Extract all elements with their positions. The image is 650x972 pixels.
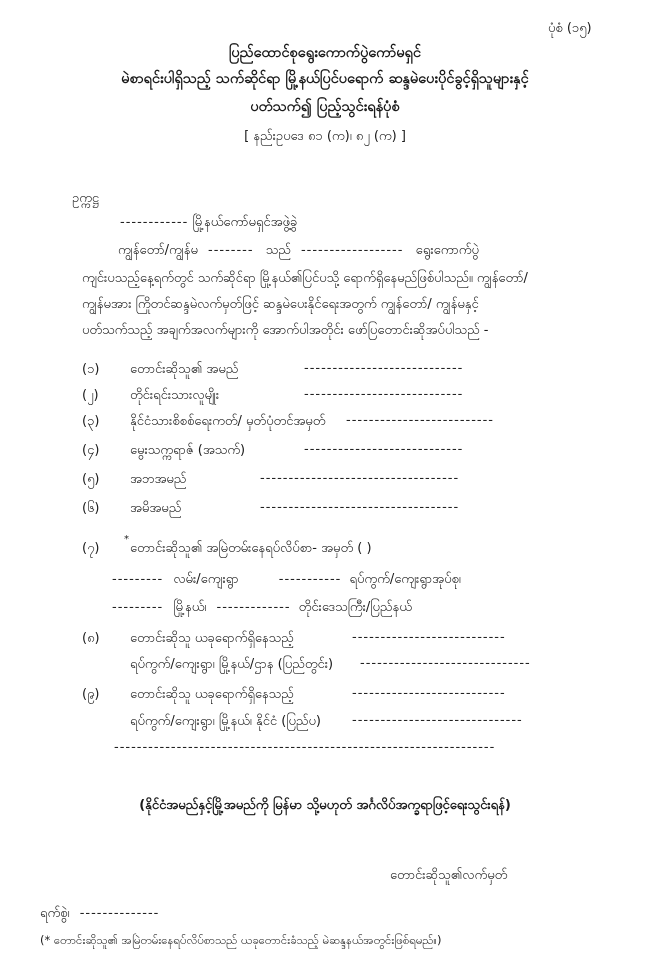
item-label: အမိအမည် <box>130 501 182 516</box>
item-number: (၁) <box>82 362 100 377</box>
township-blank[interactable]: --------- <box>112 600 164 615</box>
current-location-label: တောင်းဆိုသူ ယခုရောက်ရှိနေသည့် <box>130 687 294 702</box>
form-title-line-1: ပြည်ထောင်စုရွေးကောက်ပွဲကော်မရှင် <box>228 45 422 61</box>
address-label: တောင်းဆိုသူ၏ အမြဲတမ်းနေရပ်လိပ်စာ- အမှတ် ( ) <box>130 541 372 556</box>
region-blank[interactable]: ------------- <box>216 600 291 615</box>
ward-blank[interactable]: ----------- <box>278 572 342 587</box>
signature-label: တောင်းဆိုသူ၏လက်မှတ် <box>390 868 508 883</box>
salutation: ဥက္ကဋ္ဌ <box>72 191 99 206</box>
overseas-location-blank[interactable]: ------------------------------ <box>352 713 523 728</box>
paragraph-line-2: ကျွန်မအား ကြိုတင်ဆန္ဒမဲလက်မှတ်ဖြင့် ဆန္ဒမဲပေးနိုင်ရေးအတွက် ကျွန်တော်/ ကျွန်မနှင့် <box>82 297 479 312</box>
item-label: နိုင်ငံသားစိစစ်ရေးကတ်/ မှတ်ပုံတင်အမှတ် <box>130 414 326 429</box>
item-label: အဘအမည် <box>130 472 187 487</box>
item-number: (၆) <box>82 501 100 516</box>
overseas-location-extra-blank[interactable]: ------------------------------------------------------------------- <box>114 740 496 755</box>
address-row-2 <box>112 599 412 618</box>
intro-pronoun: ကျွန်တော်/ကျွန်မ <box>118 243 198 258</box>
intro-election: ရွေးကောက်ပွဲ <box>415 243 479 258</box>
region-label: တိုင်းဒေသကြီး/ပြည်နယ် <box>298 600 412 615</box>
domestic-location-blank[interactable]: ------------------------------ <box>360 656 531 671</box>
item-number: (၇) <box>82 541 100 556</box>
domestic-location-label: ရပ်ကွက်/ကျေးရွာ၊ မြို့နယ်/ဌာန (ပြည်တွင်း) <box>130 657 334 672</box>
item-blank[interactable]: -------------------------- <box>346 413 494 428</box>
item-number: (၈) <box>82 631 100 646</box>
rule-reference: [ နည်းဥပဒေ ၈၁ (က)၊ ၈၂ (က) ] <box>244 129 406 144</box>
item-number: (၅) <box>82 472 100 487</box>
item-number: (၂) <box>82 388 99 403</box>
item-blank[interactable]: ---------------------------- <box>304 442 464 457</box>
item-number: (၉) <box>82 687 100 702</box>
paragraph-line-3: ပတ်သက်သည့် အချက်အလက်များကို အောက်ပါအတိုင်း ဖော်ပြတောင်းဆိုအပ်ပါသည် - <box>82 323 489 338</box>
intro-line <box>118 242 588 261</box>
street-blank[interactable]: --------- <box>112 572 164 587</box>
item-blank[interactable]: ---------------------------- <box>304 361 464 376</box>
footnote: (* တောင်းဆိုသူ၏ အမြဲတမ်းနေရပ်လိပ်စာသည် ယခုတောင်းခံသည့် မဲဆန္ဒနယ်အတွင်းဖြစ်ရမည်။) <box>40 933 442 947</box>
item-number: (၄) <box>82 443 100 458</box>
date-line <box>40 905 159 924</box>
name-blank[interactable]: -------- <box>208 243 254 258</box>
office-blank[interactable]: ------------ <box>120 215 189 230</box>
item-blank[interactable]: ----------------------------------- <box>260 471 460 486</box>
address-row-1 <box>112 571 461 590</box>
item-number: (၃) <box>82 414 100 429</box>
street-label: လမ်း/ကျေးရွာ <box>173 572 239 587</box>
item-label: တောင်းဆိုသူ၏ အမည် <box>130 362 239 377</box>
overseas-location-label: ရပ်ကွက်/ကျေးရွာ၊ မြို့နယ်၊ နိုင်ငံ (ပြည်ပ) <box>130 714 321 729</box>
form-number: ပုံစံ (၁၅) <box>548 21 592 36</box>
office-line <box>120 214 297 233</box>
paragraph-line-1: ကျင်းပသည့်နေ့ရက်တွင် သက်ဆိုင်ရာ မြို့နယ်၏ပြင်ပသို့ ရောက်ရှိနေမည်ဖြစ်ပါသည်။ ကျွန်တော်/ <box>82 271 528 286</box>
form-title-line-3: ပတ်သက်၍ ပြည့်သွင်းရန်ပုံစံ <box>250 99 400 115</box>
item-label: တိုင်းရင်းသားလူမျိုး <box>130 388 220 403</box>
current-location-label: တောင်းဆိုသူ ယခုရောက်ရှိနေသည့် <box>130 631 294 646</box>
note-text: (နိုင်ငံအမည်နှင့်မြို့အမည်ကို မြန်မာ သို့မဟုတ် အင်္ဂလိပ်အက္ခရာဖြင့်ရေးသွင်းရန်) <box>139 798 511 813</box>
current-location-blank[interactable]: --------------------------- <box>352 630 506 645</box>
date-blank[interactable]: -------------- <box>79 906 160 921</box>
election-blank[interactable]: ------------------ <box>300 243 404 258</box>
township-label: မြို့နယ်၊ <box>173 600 207 615</box>
ward-label: ရပ်ကွက်/ကျေးရွာအုပ်စု၊ <box>349 572 461 587</box>
item-label: မွေးသက္ကရာဇ် (အသက်) <box>130 443 246 458</box>
date-label: ရက်စွဲ၊ <box>40 906 70 921</box>
current-location-blank[interactable]: --------------------------- <box>352 686 506 701</box>
footnote-marker: * <box>124 534 129 545</box>
intro-particle: သည် <box>265 243 291 258</box>
office-label: မြို့နယ်ကော်မရှင်အဖွဲ့ခွဲ <box>192 215 298 230</box>
form-title-line-2: မဲစာရင်းပါရှိသည့် သက်ဆိုင်ရာ မြို့နယ်ပြင်ပရောက် ဆန္ဒမဲပေးပိုင်ခွင့်ရှိသူများနှင့် <box>121 71 529 87</box>
item-blank[interactable]: ----------------------------------- <box>260 500 460 515</box>
item-blank[interactable]: ---------------------------- <box>304 387 464 402</box>
